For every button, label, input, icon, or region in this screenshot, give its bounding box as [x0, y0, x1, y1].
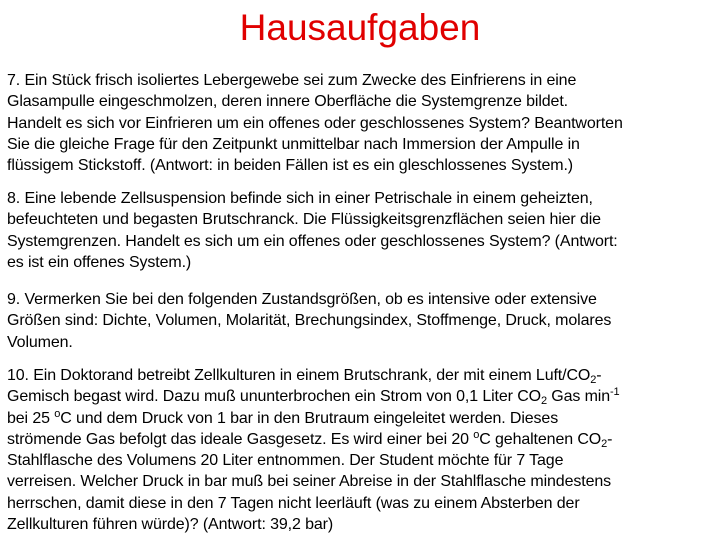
task-7-line-2: Glasampulle eingeschmolzen, deren innere Oberfläche die Systemgrenze bildet. [7, 93, 568, 111]
task-9-line-1 [7, 289, 714, 310]
task-10-line-5: Stahlflasche des Volumens 20 Liter entnommen. Der Student möchte für 7 Tage [7, 452, 564, 470]
task-8-line-1 [7, 188, 714, 209]
task-text: - [596, 367, 602, 384]
task-10-line-2 [7, 386, 714, 407]
superscript: o [473, 428, 480, 441]
subscript: 2 [601, 437, 608, 450]
task-8-line-3: Systemgrenzen. Handelt es sich um ein offenes oder geschlossenes System? (Antwort: [7, 232, 618, 250]
task-text: Eine lebende Zellsuspension befinde sich in einer Petrischale in einem geheizten, [24, 190, 593, 207]
task-text: strömende Gas befolgt das ideale Gasgesetz. Es wird einer bei 20 [7, 430, 474, 448]
task-8-line-4: es ist ein offenes System.) [7, 253, 192, 271]
subscript: 2 [590, 374, 597, 386]
task-number: 7. [7, 72, 21, 89]
task-7-line-3: Handelt es sich vor Einfrieren um ein offenes oder geschlossenes System? Beantworten [7, 114, 623, 132]
task-9 [7, 289, 714, 353]
task-8-line-2: befeuchteten und begasten Brutschranck. Die Flüssigkeitsgrenzflächen seien hier die [7, 211, 601, 229]
task-text: Ein Stück frisch isoliertes Lebergewebe sei zum Zwecke des Einfrierens in eine [24, 72, 577, 89]
task-7 [7, 70, 714, 176]
task-8 [7, 188, 714, 273]
task-number: 9. [7, 291, 21, 308]
task-9-line-2: Größen sind: Dichte, Volumen, Molarität, Brechungsindex, Stoffmenge, Druck, molares [7, 312, 612, 330]
task-text: Gemisch begast wird. Dazu muß ununterbrochen ein Strom von 0,1 Liter CO [7, 388, 541, 406]
task-10-line-8: Zellkulturen führen würde)? (Antwort: 39,2 bar) [7, 516, 334, 534]
subscript: 2 [540, 395, 547, 408]
task-7-line-4: Sie die gleiche Frage für den Zeitpunkt unmittelbar nach Immersion der Ampulle in [7, 135, 580, 153]
superscript: -1 [610, 386, 620, 399]
task-number: 10. [7, 367, 29, 384]
task-text: Gas min [546, 388, 611, 406]
task-10-line-7: herrschen, damit diese in den 7 Tagen nicht leerläuft (was zu einem Absterben der [7, 494, 580, 512]
task-7-line-1 [7, 70, 714, 91]
superscript: o [54, 407, 61, 420]
task-7-line-5: flüssigem Stickstoff. (Antwort: in beiden Fällen ist es ein gleschlossenes System.) [7, 157, 573, 175]
task-10-line-3 [7, 408, 714, 429]
task-text: Vermerken Sie bei den folgenden Zustandsgrößen, ob es intensive oder extensive [24, 291, 597, 308]
task-text: bei 25 [7, 409, 55, 427]
task-10-line-1 [7, 365, 714, 386]
task-10 [7, 365, 714, 535]
task-number: 8. [7, 190, 21, 207]
task-10-line-6: verreisen. Welcher Druck in bar muß bei seiner Abreise in der Stahlflasche mindestens [7, 473, 612, 491]
page-title: Hausaufgaben [239, 7, 481, 48]
task-10-line-4 [7, 429, 714, 450]
task-text: C und dem Druck von 1 bar in den Brutraum eingeleitet werden. Dieses [60, 409, 559, 427]
task-text: - [607, 430, 613, 448]
task-text: C gehaltenen CO [479, 430, 602, 448]
task-text: Ein Doktorand betreibt Zellkulturen in einem Brutschrank, der mit einem Luft/CO [33, 367, 591, 384]
task-9-line-3: Volumen. [7, 333, 73, 351]
